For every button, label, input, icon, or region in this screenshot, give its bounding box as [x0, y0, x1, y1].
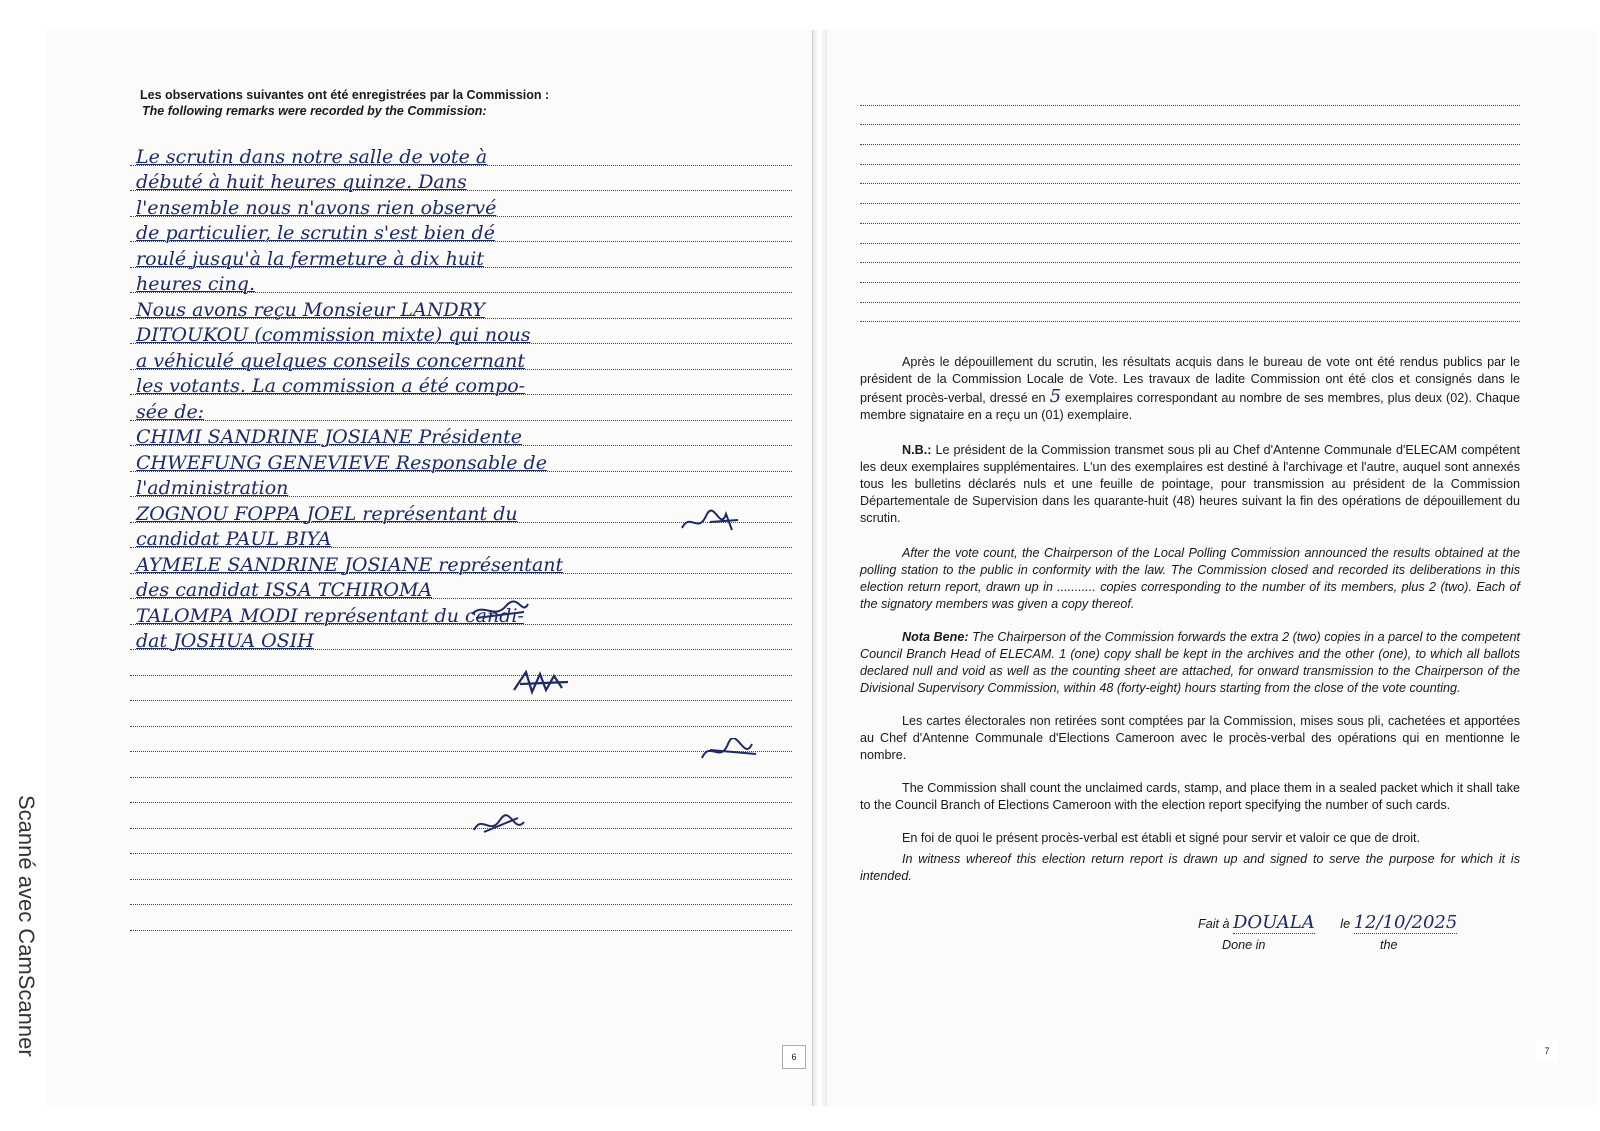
remark-line [130, 676, 792, 702]
remark-line [130, 140, 792, 166]
blank-line [860, 283, 1520, 303]
page-number-left: 6 [782, 1045, 806, 1069]
the-label: the [1380, 938, 1398, 952]
remark-line-text: des candidat ISSA TCHIROMA [136, 579, 433, 601]
remark-line [130, 395, 792, 421]
nb-label-fr: N.B.: [902, 443, 932, 458]
remark-line-text: TALOMPA MODI représentant du candi- [136, 604, 524, 627]
blank-line [860, 224, 1520, 244]
nb-text-en: The Chairperson of the Commission forwards the extra 2 (two) copies in a parcel to the competent Council Branch Head of ELECAM. 1 (one) copy shall be kept in the archives and the other (one), to which all ballots declared null and void as well as the counting sheet are attached, for onward transmission to the Chairperson of the Divisional Supervisory Commission, within 48 (forty-eight) hours starting from the close of the vote counting. [860, 630, 1521, 696]
remark-line [130, 880, 792, 906]
remark-line [130, 829, 792, 855]
remark-line [130, 778, 792, 804]
fait-a-label: Fait à [1198, 917, 1230, 931]
remark-line-text: CHWEFUNG GENEVIEVE Responsable de [136, 451, 547, 474]
remark-line [130, 472, 792, 498]
remark-line [130, 242, 792, 268]
remark-line-text: l'ensemble nous n'avons rien observé [136, 196, 497, 219]
remark-line [130, 344, 792, 370]
page-number-right: 7 [1536, 1040, 1558, 1062]
nb-text-fr: Le président de la Commission transmet sous pli au Chef d'Antenne Communale d'ELECAM compétent les deux exemplaires supplémentaires. L'un des exemplaires est destiné à l'archivage et l'autre, auquel sont annexés tous les bulletins déclarés nuls et une feuille de pointage, pour transmission au président de la Commission Départementale de Supervision dans les quarante-huit (48) heures suivant la fin des opérations de dépouillement du scrutin. [860, 443, 1521, 526]
blank-line [860, 184, 1520, 204]
remark-line [130, 727, 792, 753]
place-date-block [1198, 912, 1457, 933]
remark-line-text: AYMELE SANDRINE JOSIANE représentant [136, 553, 564, 576]
remark-line [130, 319, 792, 345]
remark-line-text: l'administration [136, 477, 289, 499]
blank-line [860, 145, 1520, 165]
remark-line-text: CHIMI SANDRINE JOSIANE Présidente [136, 426, 522, 448]
nb-label-en: Nota Bene: [902, 630, 969, 645]
remark-line [130, 650, 792, 676]
copies-count-handwritten: 5 [1049, 386, 1062, 408]
blank-line [860, 106, 1520, 126]
cards-paragraph-fr: Les cartes électorales non retirées sont comptées par la Commission, mises sous pli, cachetées et apportées au Chef d'Antenne Communale d'Elections Cameroon avec le procès-verbal des opérations qui en mentionne le nombre. [860, 714, 1520, 763]
blank-line [860, 263, 1520, 283]
remark-line-text: dat JOSHUA OSIH [136, 630, 314, 652]
remark-line [130, 191, 792, 217]
blank-line [860, 244, 1520, 264]
remark-line-text: a véhiculé quelques conseils concernant [136, 349, 526, 372]
remark-line [130, 905, 792, 931]
remark-line [130, 752, 792, 778]
left-page [118, 88, 804, 652]
remark-line [130, 625, 792, 651]
remark-line [130, 854, 792, 880]
results-paragraph-en: After the vote count, the Chairperson of the Local Polling Commission announced the results obtained at the polling station to the public in conformity with the law. The Commission closed and recorded its deliberations in this election return report, drawn up in ........... copies corresponding to the number of its members, plus 2 (two). Each of the signatory members was given a copy thereof. [860, 546, 1520, 612]
signature-osih-rep [470, 812, 530, 840]
remark-line-text: Nous avons reçu Monsieur LANDRY [136, 298, 485, 321]
remark-line-text: sée de: [136, 400, 205, 423]
remark-line [130, 548, 792, 574]
blank-line [860, 165, 1520, 185]
blank-remark-lines [860, 86, 1520, 322]
right-page [860, 86, 1520, 885]
signature-administration [470, 596, 530, 624]
signature-tchiroma-rep [700, 738, 760, 766]
remark-line [130, 166, 792, 192]
fait-a-value: DOUALA [1233, 912, 1315, 933]
remark-line-text: DITOUKOU (commission mixte) qui nous [136, 324, 531, 346]
blank-line [860, 303, 1520, 323]
remark-line-text: débuté à huit heures quinze. Dans [136, 171, 467, 193]
blank-line [860, 125, 1520, 145]
closing-paragraph-fr: En foi de quoi le présent procès-verbal est établi et signé pour servir et valoir ce que de droit. [902, 831, 1421, 846]
scanner-watermark [4, 795, 48, 1125]
nb-paragraph-fr [860, 442, 1520, 527]
remarks-heading-en: The following remarks were recorded by the Commission: [142, 104, 487, 118]
remark-line-text: de particulier, le scrutin s'est bien dé [136, 222, 495, 244]
remark-line-text: roulé jusqu'à la fermeture à dix huit [136, 247, 484, 270]
remark-line [130, 370, 792, 396]
remark-line [130, 421, 792, 447]
nb-paragraph-en [860, 629, 1520, 697]
remark-line [130, 574, 792, 600]
book-gutter [812, 30, 827, 1106]
cards-paragraph-en: The Commission shall count the unclaimed cards, stamp, and place them in a sealed packet which it shall take to the Council Branch of Elections Cameroon with the election report specifying the number of such cards. [860, 781, 1520, 813]
closing-paragraph-en: In witness whereof this election return report is drawn up and signed to serve the purpose for which it is intended. [860, 852, 1520, 884]
blank-line [860, 86, 1520, 106]
remark-line-text: heures cinq. [136, 273, 255, 295]
signature-president [680, 508, 740, 536]
remark-line [130, 701, 792, 727]
remark-line [130, 446, 792, 472]
remark-line [130, 217, 792, 243]
remark-line-text: Le scrutin dans notre salle de vote à [136, 145, 488, 168]
blank-line [860, 204, 1520, 224]
le-label: le [1340, 917, 1351, 931]
done-in-label: Done in [1222, 938, 1266, 952]
remark-line-text: les votants. La commission a été compo- [136, 375, 526, 397]
remark-line-text: ZOGNOU FOPPA JOEL représentant du [136, 502, 518, 525]
results-paragraph-fr [860, 354, 1520, 424]
remark-line-text: candidat PAUL BIYA [136, 528, 332, 550]
results-text-fr-end: exemplaires correspondant au nombre de ses membres, plus deux (02). Chaque membre signataire en a reçu un (01) exemplaire. [860, 391, 1521, 423]
le-value: 12/10/2025 [1353, 912, 1458, 933]
remark-line [130, 803, 792, 829]
results-text-fr: Après le dépouillement du scrutin, les résultats acquis dans le bureau de vote ont été rendus publics par le président de la Commission Locale de Vote. Les travaux de ladite Commission ont été clos et consignés dans le présent procès-verbal, dressé en [860, 355, 1520, 406]
scanner-watermark-text: Scanné avec CamScanner [14, 795, 39, 1057]
remarks-heading-fr: Les observations suivantes ont été enregistrées par la Commission : [140, 88, 550, 102]
signature-biya-rep [512, 668, 572, 696]
remark-line [130, 293, 792, 319]
remark-line [130, 599, 792, 625]
remark-line [130, 268, 792, 294]
